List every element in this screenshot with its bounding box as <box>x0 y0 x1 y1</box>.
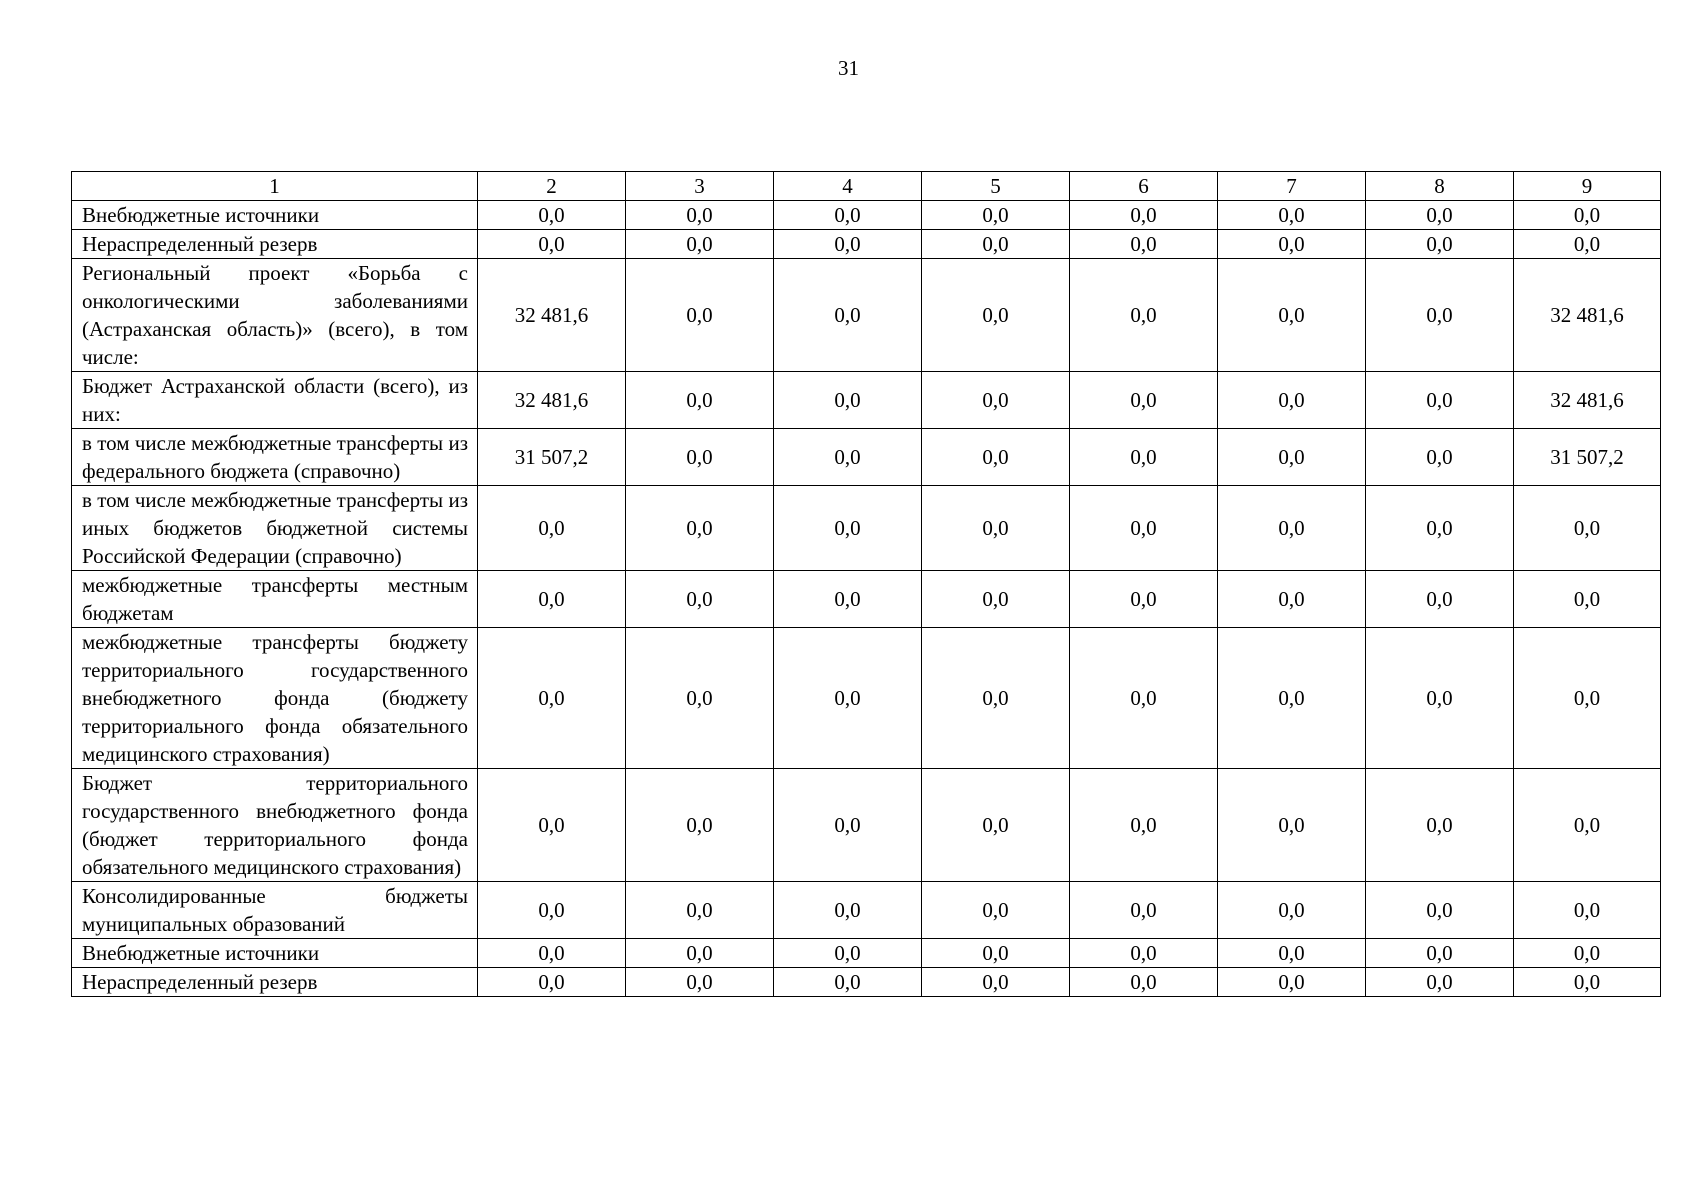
column-header: 3 <box>626 172 774 201</box>
row-label: Внебюджетные источники <box>72 201 478 230</box>
table-row <box>72 939 1661 968</box>
cell-value: 0,0 <box>922 230 1070 259</box>
cell-value: 0,0 <box>1070 628 1218 769</box>
cell-value: 0,0 <box>1366 769 1514 882</box>
cell-value: 0,0 <box>1070 259 1218 372</box>
cell-value: 0,0 <box>1218 882 1366 939</box>
cell-value: 0,0 <box>1070 882 1218 939</box>
cell-value: 0,0 <box>774 486 922 571</box>
cell-value: 0,0 <box>1366 571 1514 628</box>
cell-value: 0,0 <box>626 201 774 230</box>
cell-value: 31 507,2 <box>478 429 626 486</box>
cell-value: 0,0 <box>1514 486 1661 571</box>
cell-value: 0,0 <box>626 571 774 628</box>
cell-value: 0,0 <box>478 571 626 628</box>
cell-value: 0,0 <box>922 259 1070 372</box>
table-row <box>72 201 1661 230</box>
cell-value: 0,0 <box>1070 230 1218 259</box>
cell-value: 0,0 <box>478 882 626 939</box>
cell-value: 0,0 <box>1218 230 1366 259</box>
cell-value: 0,0 <box>1070 372 1218 429</box>
cell-value: 0,0 <box>1366 429 1514 486</box>
cell-value: 0,0 <box>774 259 922 372</box>
cell-value: 0,0 <box>1070 486 1218 571</box>
cell-value: 0,0 <box>626 939 774 968</box>
cell-value: 0,0 <box>478 201 626 230</box>
cell-value: 0,0 <box>1366 259 1514 372</box>
cell-value: 0,0 <box>922 882 1070 939</box>
table-body <box>72 172 1661 997</box>
cell-value: 0,0 <box>1218 571 1366 628</box>
cell-value: 0,0 <box>1070 571 1218 628</box>
cell-value: 0,0 <box>1366 939 1514 968</box>
cell-value: 0,0 <box>774 372 922 429</box>
cell-value: 0,0 <box>626 230 774 259</box>
table-row <box>72 259 1661 372</box>
cell-value: 0,0 <box>922 486 1070 571</box>
column-header: 5 <box>922 172 1070 201</box>
cell-value: 0,0 <box>626 372 774 429</box>
cell-value: 0,0 <box>922 769 1070 882</box>
cell-value: 0,0 <box>478 628 626 769</box>
row-label: Нераспределенный резерв <box>72 230 478 259</box>
cell-value: 0,0 <box>774 429 922 486</box>
cell-value: 0,0 <box>1070 201 1218 230</box>
table-row <box>72 882 1661 939</box>
row-label: в том числе межбюджетные трансферты из иных бюджетов бюджетной системы Российской Федерации (справочно) <box>72 486 478 571</box>
cell-value: 0,0 <box>1218 372 1366 429</box>
cell-value: 0,0 <box>1514 968 1661 997</box>
column-number-row <box>72 172 1661 201</box>
row-label: Региональный проект «Борьба с онкологическими заболеваниями (Астраханская область)» (всего), в том числе: <box>72 259 478 372</box>
cell-value: 0,0 <box>1218 259 1366 372</box>
cell-value: 0,0 <box>478 968 626 997</box>
cell-value: 0,0 <box>1218 939 1366 968</box>
cell-value: 0,0 <box>922 571 1070 628</box>
cell-value: 0,0 <box>1070 968 1218 997</box>
cell-value: 32 481,6 <box>1514 259 1661 372</box>
table-row <box>72 628 1661 769</box>
row-label: Консолидированные бюджеты муниципальных образований <box>72 882 478 939</box>
column-header: 4 <box>774 172 922 201</box>
cell-value: 0,0 <box>1514 882 1661 939</box>
cell-value: 0,0 <box>1218 429 1366 486</box>
cell-value: 0,0 <box>1366 201 1514 230</box>
cell-value: 0,0 <box>774 968 922 997</box>
cell-value: 0,0 <box>774 939 922 968</box>
cell-value: 0,0 <box>478 939 626 968</box>
row-label: Бюджет Астраханской области (всего), из них: <box>72 372 478 429</box>
cell-value: 0,0 <box>1070 769 1218 882</box>
cell-value: 0,0 <box>1218 769 1366 882</box>
cell-value: 0,0 <box>1366 486 1514 571</box>
cell-value: 0,0 <box>1218 968 1366 997</box>
cell-value: 0,0 <box>1218 628 1366 769</box>
table-row <box>72 486 1661 571</box>
row-label: Нераспределенный резерв <box>72 968 478 997</box>
cell-value: 0,0 <box>774 571 922 628</box>
cell-value: 0,0 <box>1514 769 1661 882</box>
cell-value: 0,0 <box>922 968 1070 997</box>
column-header: 7 <box>1218 172 1366 201</box>
cell-value: 0,0 <box>1366 230 1514 259</box>
cell-value: 0,0 <box>626 628 774 769</box>
cell-value: 0,0 <box>922 372 1070 429</box>
row-label: межбюджетные трансферты местным бюджетам <box>72 571 478 628</box>
cell-value: 0,0 <box>1366 968 1514 997</box>
cell-value: 0,0 <box>1070 429 1218 486</box>
table-row <box>72 769 1661 882</box>
cell-value: 0,0 <box>626 259 774 372</box>
cell-value: 0,0 <box>774 201 922 230</box>
table-row <box>72 230 1661 259</box>
cell-value: 0,0 <box>1514 628 1661 769</box>
cell-value: 0,0 <box>922 939 1070 968</box>
cell-value: 0,0 <box>1366 372 1514 429</box>
budget-table <box>71 171 1661 997</box>
cell-value: 0,0 <box>478 230 626 259</box>
cell-value: 0,0 <box>626 968 774 997</box>
page-number: 31 <box>838 56 859 80</box>
cell-value: 0,0 <box>478 769 626 882</box>
table-row <box>72 429 1661 486</box>
column-header: 8 <box>1366 172 1514 201</box>
row-label: в том числе межбюджетные трансферты из федерального бюджета (справочно) <box>72 429 478 486</box>
cell-value: 0,0 <box>1070 939 1218 968</box>
cell-value: 0,0 <box>1514 230 1661 259</box>
cell-value: 0,0 <box>922 429 1070 486</box>
cell-value: 0,0 <box>774 882 922 939</box>
row-label: межбюджетные трансферты бюджету территориального государственного внебюджетного фонда (бюджету территориального фонда обязательного медицинского страхования) <box>72 628 478 769</box>
cell-value: 32 481,6 <box>478 372 626 429</box>
cell-value: 0,0 <box>626 769 774 882</box>
cell-value: 0,0 <box>626 882 774 939</box>
table-row <box>72 571 1661 628</box>
cell-value: 32 481,6 <box>478 259 626 372</box>
cell-value: 32 481,6 <box>1514 372 1661 429</box>
cell-value: 0,0 <box>1366 628 1514 769</box>
column-header: 2 <box>478 172 626 201</box>
column-header: 6 <box>1070 172 1218 201</box>
cell-value: 0,0 <box>922 201 1070 230</box>
cell-value: 0,0 <box>774 769 922 882</box>
row-label: Внебюджетные источники <box>72 939 478 968</box>
cell-value: 0,0 <box>1218 486 1366 571</box>
cell-value: 0,0 <box>922 628 1070 769</box>
cell-value: 0,0 <box>478 486 626 571</box>
cell-value: 0,0 <box>626 429 774 486</box>
column-header: 1 <box>72 172 478 201</box>
table-row <box>72 372 1661 429</box>
cell-value: 0,0 <box>774 230 922 259</box>
cell-value: 0,0 <box>1514 201 1661 230</box>
row-label: Бюджет территориального государственного внебюджетного фонда (бюджет территориального фонда обязательного медицинского страхования) <box>72 769 478 882</box>
cell-value: 31 507,2 <box>1514 429 1661 486</box>
cell-value: 0,0 <box>1514 939 1661 968</box>
cell-value: 0,0 <box>1514 571 1661 628</box>
column-header: 9 <box>1514 172 1661 201</box>
cell-value: 0,0 <box>1218 201 1366 230</box>
cell-value: 0,0 <box>774 628 922 769</box>
cell-value: 0,0 <box>626 486 774 571</box>
cell-value: 0,0 <box>1366 882 1514 939</box>
table-row <box>72 968 1661 997</box>
